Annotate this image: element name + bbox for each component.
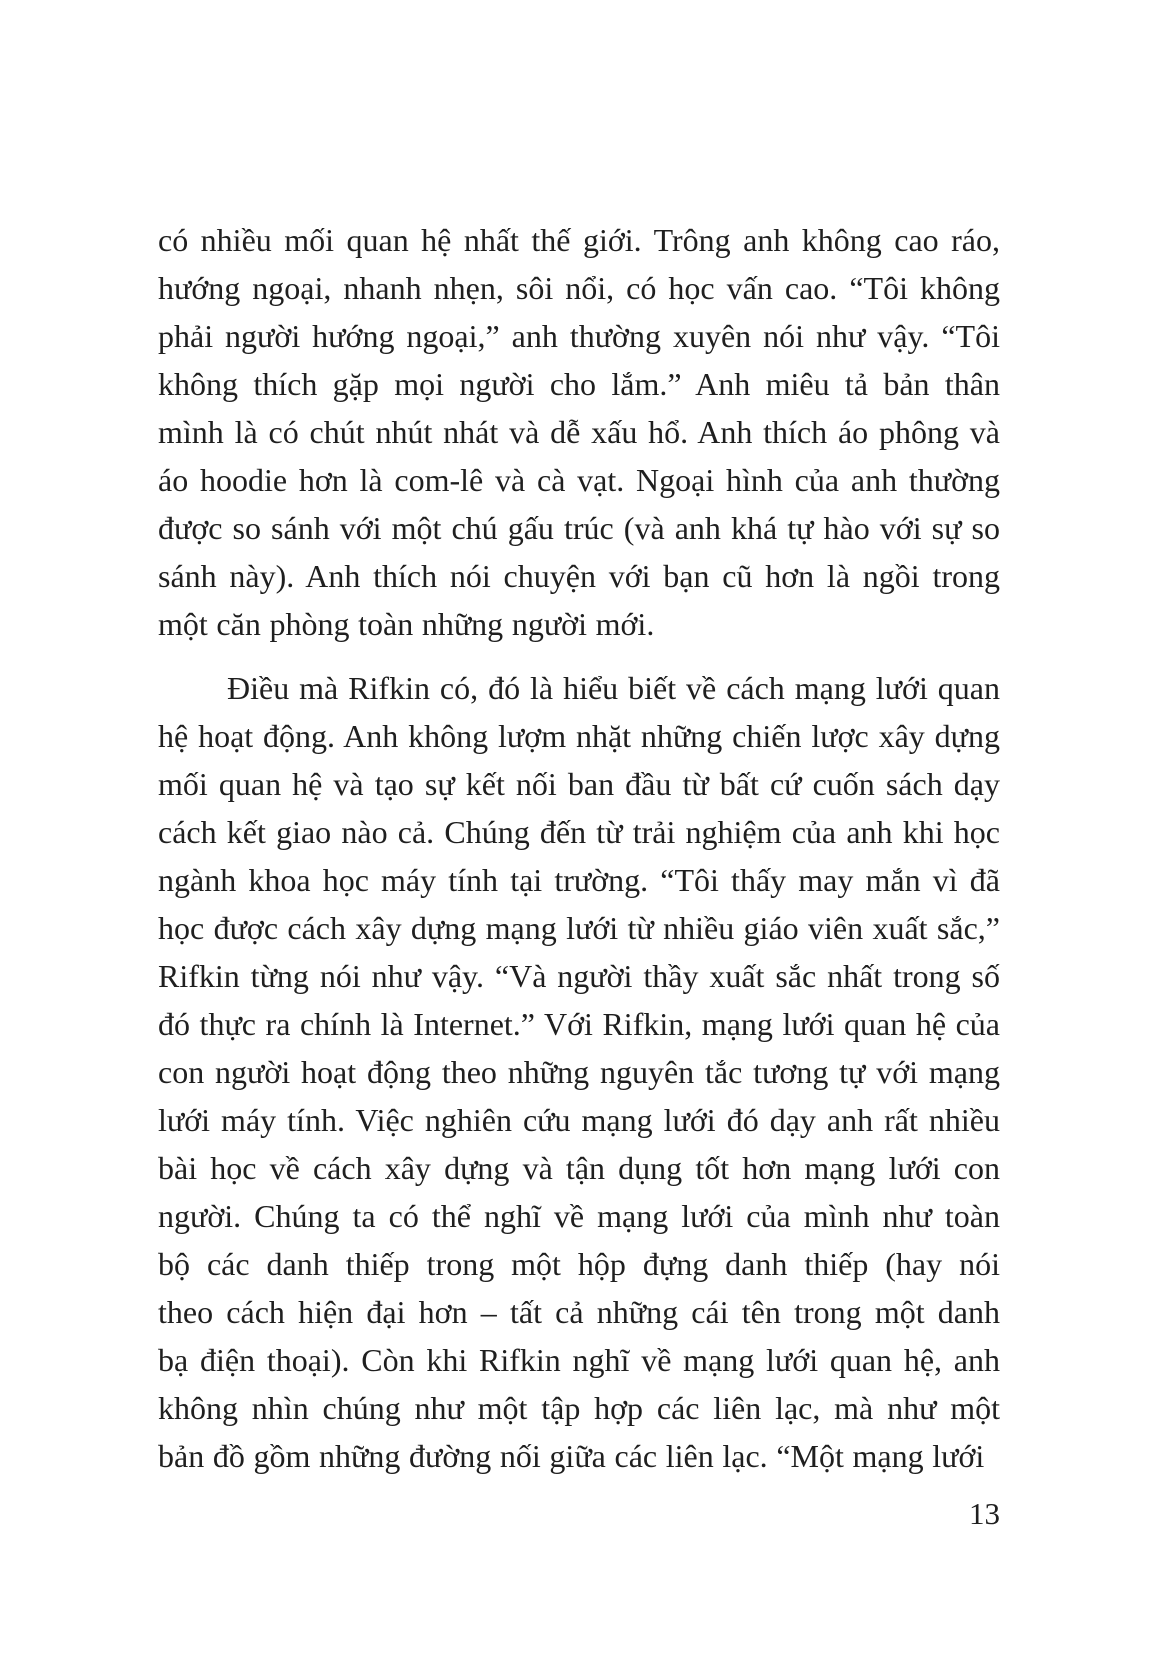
text-line: người. Chúng ta có thể nghĩ về mạng lưới của mình như toàn bbox=[158, 1198, 1000, 1234]
text-line: Rifkin từng nói như vậy. “Và người thầy xuất sắc nhất trong số bbox=[158, 958, 1000, 994]
text-line: lưới máy tính. Việc nghiên cứu mạng lưới đó dạy anh rất nhiều bbox=[158, 1102, 1000, 1138]
text-line: bộ các danh thiếp trong một hộp đựng danh thiếp (hay nói bbox=[158, 1246, 1000, 1282]
text-line: bản đồ gồm những đường nối giữa các liên lạc. “Một mạng lưới bbox=[158, 1438, 985, 1474]
text-line: Điều mà Rifkin có, đó là hiểu biết về cách mạng lưới quan bbox=[227, 670, 1000, 706]
text-line: không nhìn chúng như một tập hợp các liên lạc, mà như một bbox=[158, 1390, 1000, 1426]
text-line: con người hoạt động theo những nguyên tắc tương tự với mạng bbox=[158, 1054, 1000, 1090]
paragraph bbox=[158, 216, 1000, 648]
text-line: một căn phòng toàn những người mới. bbox=[158, 606, 655, 642]
text-line: hướng ngoại, nhanh nhẹn, sôi nổi, có học vấn cao. “Tôi không bbox=[158, 270, 1000, 306]
text-line: áo hoodie hơn là com-lê và cà vạt. Ngoại hình của anh thường bbox=[158, 462, 1000, 498]
text-line: mối quan hệ và tạo sự kết nối ban đầu từ bất cứ cuốn sách dạy bbox=[158, 766, 1000, 802]
text-line: có nhiều mối quan hệ nhất thế giới. Trông anh không cao ráo, bbox=[158, 222, 1000, 258]
text-line: bạ điện thoại). Còn khi Rifkin nghĩ về mạng lưới quan hệ, anh bbox=[158, 1342, 1000, 1378]
text-line: không thích gặp mọi người cho lắm.” Anh miêu tả bản thân bbox=[158, 366, 1000, 402]
text-line: bài học về cách xây dựng và tận dụng tốt hơn mạng lưới con bbox=[158, 1150, 1000, 1186]
text-line: sánh này). Anh thích nói chuyện với bạn cũ hơn là ngồi trong bbox=[158, 558, 1000, 594]
text-line: theo cách hiện đại hơn – tất cả những cái tên trong một danh bbox=[158, 1294, 1000, 1330]
text-line: được so sánh với một chú gấu trúc (và anh khá tự hào với sự so bbox=[158, 510, 1000, 546]
text-line: ngành khoa học máy tính tại trường. “Tôi thấy may mắn vì đã bbox=[158, 862, 1000, 898]
text-line: mình là có chút nhút nhát và dễ xấu hổ. Anh thích áo phông và bbox=[158, 414, 1000, 450]
text-line: hệ hoạt động. Anh không lượm nhặt những chiến lược xây dựng bbox=[158, 718, 1000, 754]
text-line: phải người hướng ngoại,” anh thường xuyên nói như vậy. “Tôi bbox=[158, 318, 1000, 354]
text-line: cách kết giao nào cả. Chúng đến từ trải nghiệm của anh khi học bbox=[158, 814, 1000, 850]
paragraph bbox=[158, 664, 1000, 1480]
page-number: 13 bbox=[969, 1496, 1000, 1531]
text-line: học được cách xây dựng mạng lưới từ nhiều giáo viên xuất sắc,” bbox=[158, 910, 1000, 946]
text-line: đó thực ra chính là Internet.” Với Rifkin, mạng lưới quan hệ của bbox=[158, 1006, 1000, 1042]
body-text bbox=[158, 216, 1000, 1480]
